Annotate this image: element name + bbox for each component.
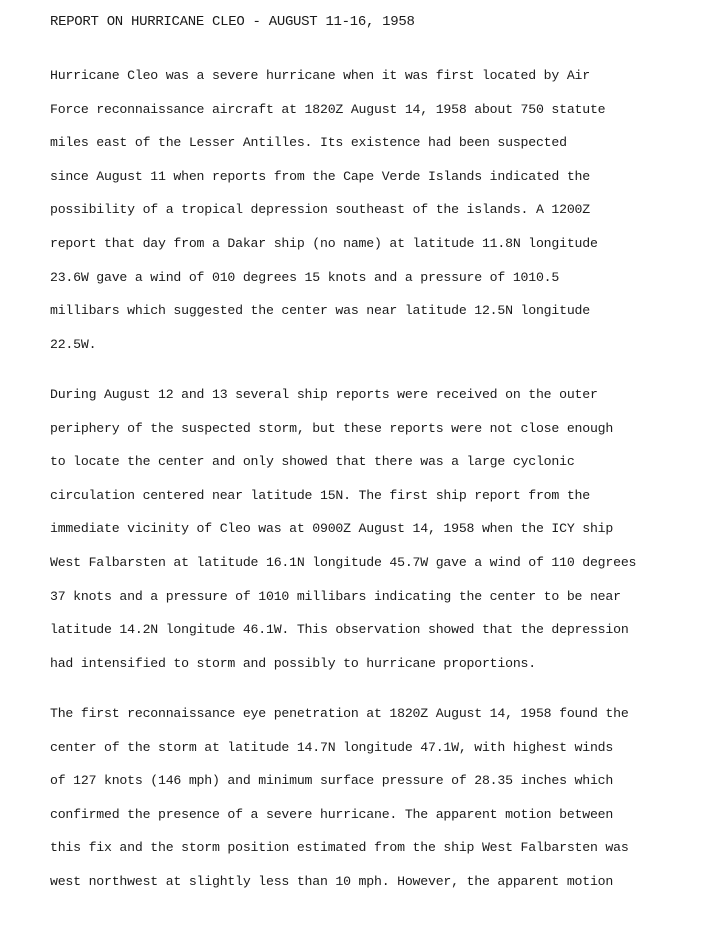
text-line: West Falbarsten at latitude 16.1N longitude 45.7W gave a wind of 110 degrees — [50, 554, 637, 570]
text-line: millibars which suggested the center was near latitude 12.5N longitude — [50, 303, 590, 319]
text-line: 22.5W. — [50, 336, 97, 352]
text-line: of 127 knots (146 mph) and minimum surface pressure of 28.35 inches which — [50, 773, 614, 789]
text-line: this fix and the storm position estimated from the ship West Falbarsten was — [50, 840, 629, 856]
text-line: miles east of the Lesser Antilles. Its existence had been suspected — [50, 135, 567, 151]
text-line: west northwest at slightly less than 10 mph. However, the apparent motion — [50, 873, 614, 889]
paragraph-2 — [50, 378, 700, 680]
text-line: to locate the center and only showed that there was a large cyclonic — [50, 454, 575, 470]
text-line: 37 knots and a pressure of 1010 millibars indicating the center to be near — [50, 588, 621, 604]
text-line: 23.6W gave a wind of 010 degrees 15 knots and a pressure of 1010.5 — [50, 269, 560, 285]
text-line: center of the storm at latitude 14.7N longitude 47.1W, with highest winds — [50, 739, 614, 755]
text-line: circulation centered near latitude 15N. The first ship report from the — [50, 487, 590, 503]
text-line: latitude 14.2N longitude 46.1W. This observation showed that the depression — [50, 622, 629, 638]
text-line: Force reconnaissance aircraft at 1820Z August 14, 1958 about 750 statute — [50, 101, 606, 117]
text-line: confirmed the presence of a severe hurricane. The apparent motion between — [50, 806, 614, 822]
text-line: report that day from a Dakar ship (no name) at latitude 11.8N longitude — [50, 235, 598, 251]
paragraph-3 — [50, 697, 700, 899]
text-line: possibility of a tropical depression southeast of the islands. A 1200Z — [50, 202, 590, 218]
text-line: The first reconnaissance eye penetration at 1820Z August 14, 1958 found the — [50, 706, 629, 721]
text-line: Hurricane Cleo was a severe hurricane when it was first located by Air — [50, 68, 590, 83]
text-line: During August 12 and 13 several ship reports were received on the outer — [50, 387, 598, 402]
text-line: periphery of the suspected storm, but these reports were not close enough — [50, 420, 614, 436]
text-line: since August 11 when reports from the Cape Verde Islands indicated the — [50, 168, 590, 184]
text-line: had intensified to storm and possibly to hurricane proportions. — [50, 655, 536, 671]
text-line: immediate vicinity of Cleo was at 0900Z August 14, 1958 when the ICY ship — [50, 521, 614, 537]
paragraph-1 — [50, 59, 700, 361]
document-title: REPORT ON HURRICANE CLEO - AUGUST 11-16, 1958 — [50, 14, 415, 30]
